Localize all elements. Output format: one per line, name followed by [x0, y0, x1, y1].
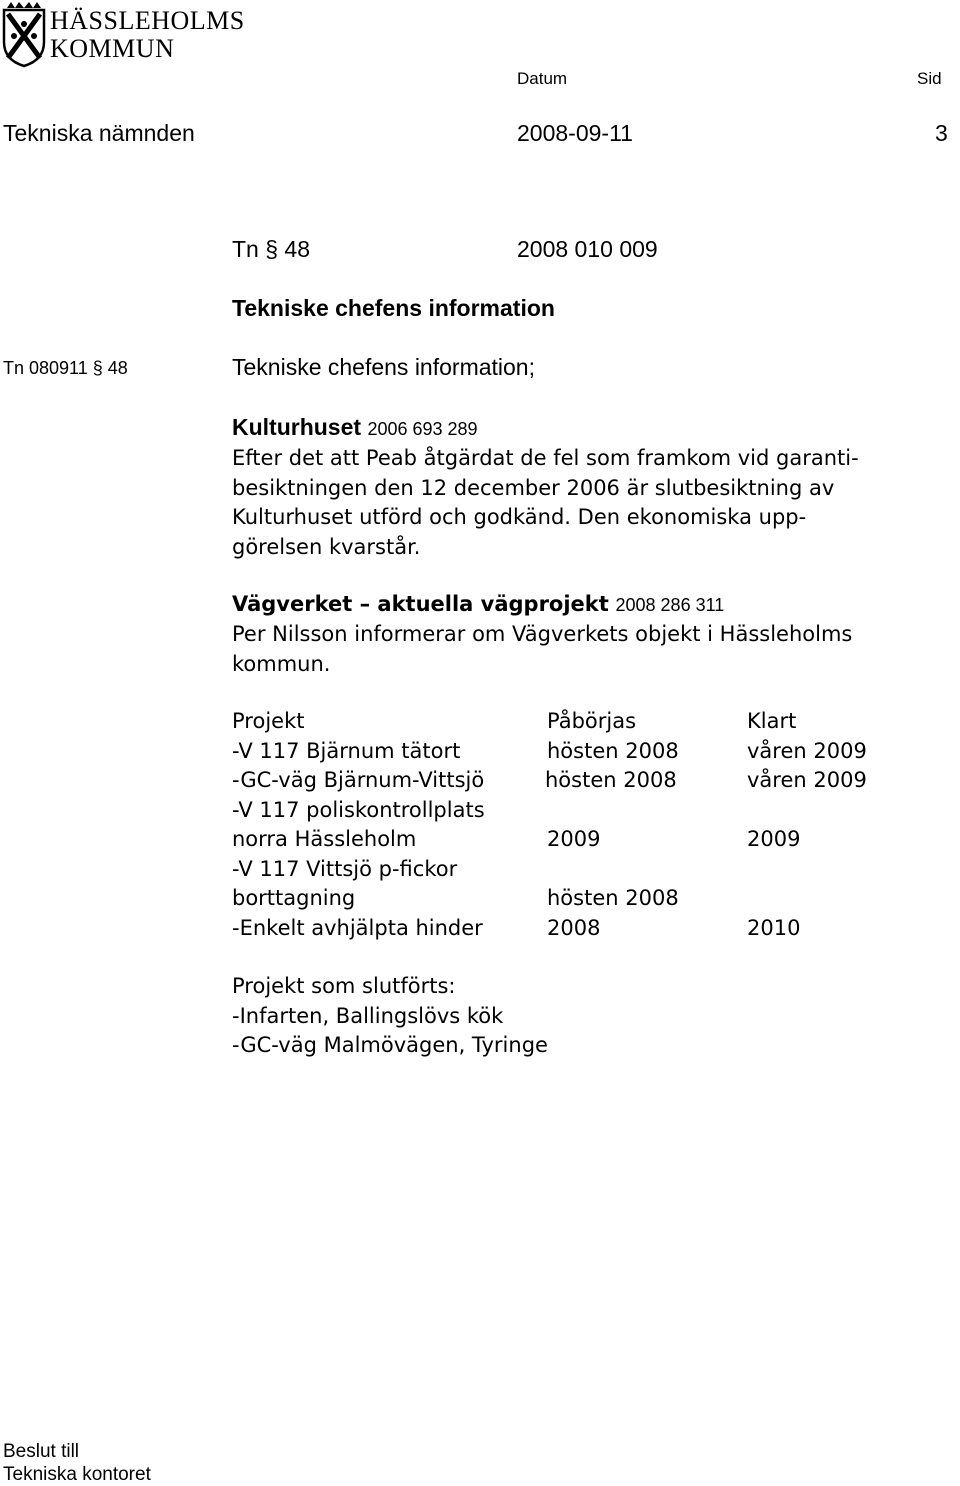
text-line: Efter det att Peab åtgärdat de fel som framkom vid garanti- [232, 446, 859, 470]
coat-of-arms-icon [2, 2, 46, 68]
logo-line2: KOMMUN [50, 34, 175, 63]
text-line: Per Nilsson informerar om Vägverkets objekt i Hässleholms [232, 622, 853, 646]
column-header: Projekt [232, 709, 305, 733]
table-cell: -Enkelt avhjälpta hinder [232, 915, 483, 940]
vagverket-dnr: 2008 286 311 [615, 595, 725, 615]
vagverket-heading: Vägverket – aktuella vägprojekt [232, 592, 609, 616]
table-cell: våren 2009 [747, 768, 867, 792]
table-cell: hösten 2008 [547, 886, 679, 910]
table-cell: borttagning [232, 886, 356, 910]
table-cell: 2009 [547, 827, 601, 851]
table-cell: 2008 [547, 915, 601, 940]
table-cell: hösten 2008 [547, 738, 679, 763]
table-cell: våren 2009 [747, 738, 867, 763]
meeting-date: 2008-09-11 [517, 120, 633, 146]
paragraph-number: Tn § 48 [232, 236, 310, 262]
footer-line: Beslut till [3, 1441, 80, 1462]
kulturhuset-heading-line [232, 414, 478, 441]
committee-name: Tekniska nämnden [3, 120, 195, 146]
vagverket-text [232, 620, 852, 679]
sid-label: Sid [917, 69, 942, 88]
paragraph-intro: Tekniske chefens information; [232, 354, 535, 380]
logo-line1: HÄSSLEHOLMS [50, 6, 245, 35]
table-cell: -V 117 Bjärnum tätort [232, 738, 461, 763]
column-header: Påbörjas [547, 709, 637, 733]
list-item: -Infarten, Ballingslövs kök [232, 1003, 504, 1028]
municipality-logo [0, 0, 250, 70]
column-header: Klart [747, 709, 797, 733]
kulturhuset-heading: Kulturhuset [232, 414, 362, 440]
text-line: görelsen kvarstår. [232, 534, 421, 559]
kulturhuset-dnr: 2006 693 289 [367, 419, 478, 439]
page-number: 3 [935, 120, 948, 146]
table-cell: hösten 2008 [545, 768, 677, 792]
table-cell: 2010 [747, 915, 801, 940]
diary-number: 2008 010 009 [517, 236, 658, 262]
datum-label: Datum [517, 69, 568, 88]
text-line: kommun. [232, 651, 331, 676]
paragraph-title: Tekniske chefens information [232, 295, 555, 321]
margin-reference: Tn 080911 § 48 [3, 358, 128, 378]
kulturhuset-text [232, 444, 859, 562]
vagverket-heading-line [232, 590, 724, 621]
decision-recipient [3, 1440, 151, 1486]
table-cell: norra Hässleholm [232, 827, 417, 851]
completed-projects [232, 972, 548, 1061]
list-item: -GC-väg Malmövägen, Tyringe [232, 1033, 548, 1057]
text-line: besiktningen den 12 december 2006 är slutbesiktning av [232, 475, 835, 500]
completed-heading: Projekt som slutförts: [232, 974, 456, 998]
table-cell: -V 117 poliskontrollplats [232, 797, 485, 822]
table-cell: 2009 [747, 827, 801, 851]
table-cell: -GC-väg Bjärnum-Vittsjö [232, 768, 485, 792]
text-line: Kulturhuset utförd och godkänd. Den ekonomiska upp- [232, 505, 807, 529]
table-cell: -V 117 Vittsjö p-fickor [232, 856, 458, 881]
footer-line: Tekniska kontoret [3, 1464, 151, 1485]
